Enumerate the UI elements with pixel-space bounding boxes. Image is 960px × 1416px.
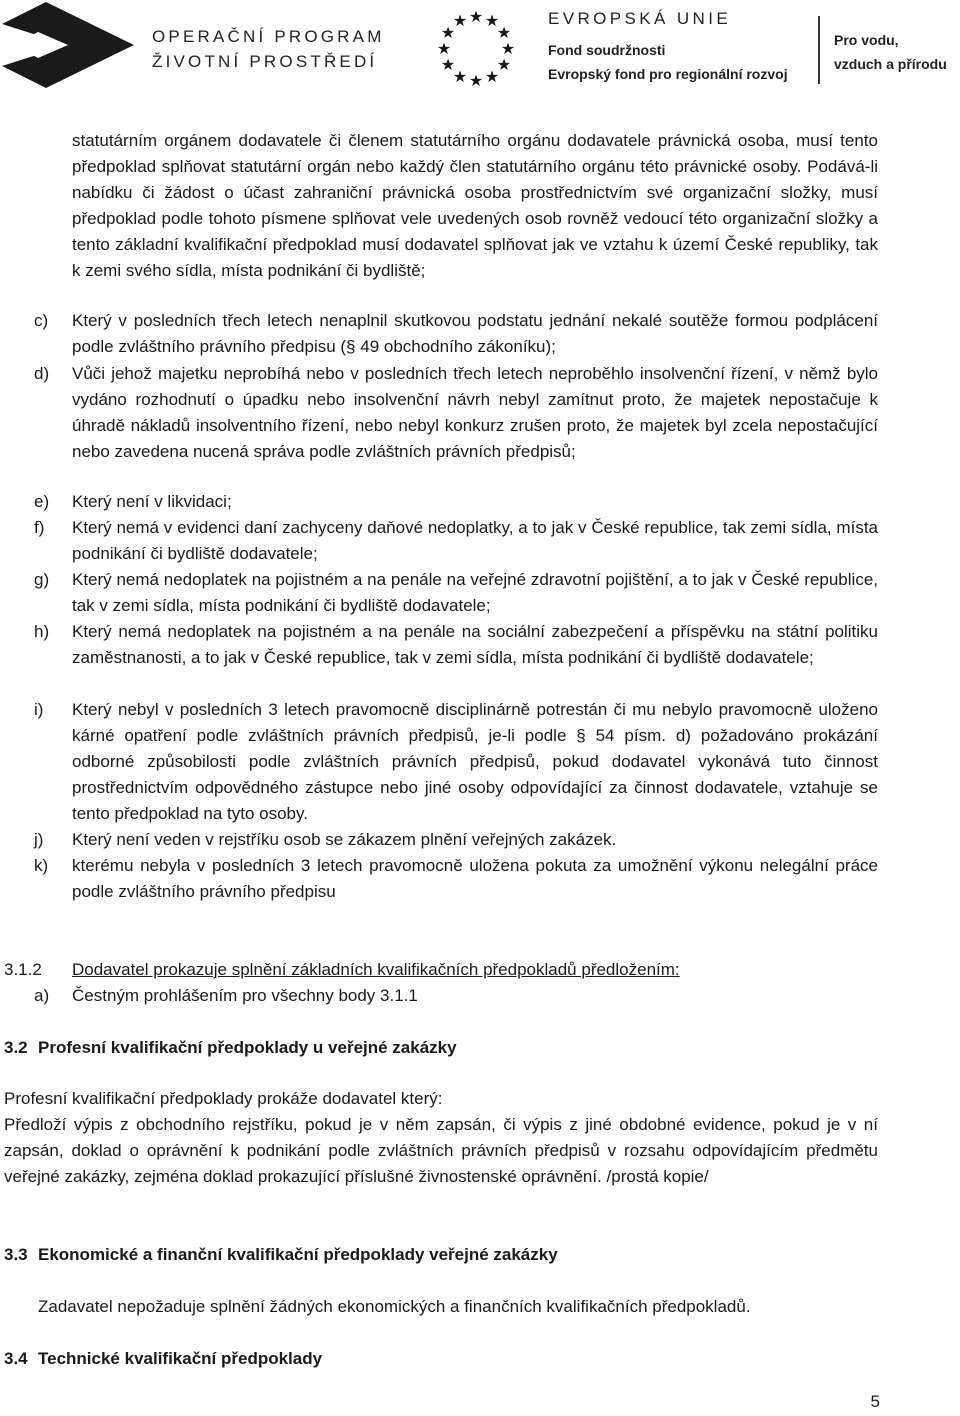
list-item-label: a)	[34, 986, 50, 1005]
section-3-2-paragraph: Předloží výpis z obchodního rejstříku, pokud je v něm zapsán, či výpis z jiné obdobné evidence, pokud je v ní zapsán, doklad o oprávnění k podnikání podle zvláštních právních předpisů v rozsahu odpovídajícím předmětu veřejné zakázky, zejména doklad prokazující příslušné živnostenské oprávnění. /prostá kopie/	[4, 1115, 878, 1186]
section-title: Profesní kvalifikační předpoklady u veřejné zakázky	[38, 1038, 457, 1057]
page-header	[0, 0, 960, 90]
opzp-logo-icon	[2, 2, 134, 88]
list-item-text: Který nemá v evidenci daní zachyceny daňové nedoplatky, a to jak v České republice, tak zemi sídla, místa podnikání či bydliště dodavatele;	[72, 518, 878, 563]
section-number: 3.3	[4, 1245, 28, 1264]
slogan-line1: Pro vodu,	[834, 32, 899, 48]
list-item	[34, 853, 878, 905]
list-item-label: g)	[34, 570, 50, 589]
section-title: Dodavatel prokazuje splnění základních kvalifikačních předpokladů předložením:	[72, 960, 680, 979]
svg-text:★: ★	[500, 39, 516, 58]
section-3-1-2-heading	[4, 957, 680, 983]
list-item-text: Vůči jehož majetku neprobíhá nebo v posledních třech letech neproběhlo insolvenční řízení, v němž bylo vydáno rozhodnutí o úpadku nebo insolvenční návrh nebyl zamítnut proto, že majetek nepostačuje k úhradě nákladů insolventního řízení, nebo nebyl konkurz zrušen proto, že majetek byl zcela nepostačující nebo zavedena nucená správa podle zvláštních právních předpisů;	[72, 364, 878, 461]
list-item-text: Čestným prohlášením pro všechny body 3.1.1	[72, 986, 418, 1005]
list-item	[34, 619, 878, 671]
svg-text:★: ★	[468, 8, 484, 26]
list-item-text: Který v posledních třech letech nenaplnil skutkovou podstatu jednání nekalé soutěže formou podplácení podle zvláštního právního předpisu (§ 49 obchodního zákoníku);	[72, 311, 878, 356]
section-title: Ekonomické a finanční kvalifikační předpoklady veřejné zakázky	[38, 1245, 558, 1264]
list-item-label: d)	[34, 364, 50, 383]
section-number: 3.1.2	[4, 960, 42, 979]
svg-text:★: ★	[440, 55, 456, 74]
list-item	[34, 697, 878, 827]
eu-title: EVROPSKÁ UNIE	[548, 9, 732, 28]
op-title-line1: OPERAČNÍ PROGRAM	[152, 27, 385, 46]
list-item-label: c)	[34, 311, 49, 330]
list-item	[34, 515, 878, 567]
list-item	[34, 489, 878, 515]
section-3-2-intro: Profesní kvalifikační předpoklady prokáže dodavatel který:	[4, 1089, 443, 1108]
eu-flag-icon	[424, 8, 528, 88]
page-number: 5	[870, 1392, 880, 1411]
list-item	[34, 567, 878, 619]
eu-fund-regional: Evropský fond pro regionální rozvoj	[548, 66, 788, 82]
list-item-text: Který nemá nedoplatek na pojistném a na penále na sociální zabezpečení a příspěvku na státní politiku zaměstnanosti, a to jak v České republice, tak v zemi sídla, místa podnikání či bydliště dodavatele;	[72, 622, 878, 667]
list-item-text: Který nemá nedoplatek na pojistném a na penále na veřejné zdravotní pojištění, a to jak v České republice, tak v zemi sídla, místa podnikání či bydliště dodavatele;	[72, 570, 878, 615]
list-item-text: kterému nebyla v posledních 3 letech pravomocně uložena pokuta za umožnění výkonu nelegální práce podle zvláštního právního předpisu	[72, 856, 878, 901]
list-item	[34, 361, 878, 465]
list-item-label: f)	[34, 518, 45, 537]
list-item	[34, 983, 878, 1009]
intro-paragraph: statutárním orgánem dodavatele či členem statutárního orgánu dodavatele právnická osoba, musí tento předpoklad splňovat statutární orgán nebo každý člen statutárního orgánu této právnické osoby. Podává-li nabídku či žádost o účast zahraniční právnická osoba prostřednictvím své organizační složky, musí předpoklad podle tohoto písmene splňovat vele uvedených osob rovněž vedoucí této organizační složky a tento základní kvalifikační předpoklad musí dodavatel splňovat jak ve vztahu k území České republiky, tak k zemi svého sídla, místa podnikání či bydliště;	[72, 131, 878, 280]
section-3-3-paragraph: Zadavatel nepožaduje splnění žádných ekonomických a finančních kvalifikačních předpokladů.	[38, 1297, 751, 1316]
svg-text:★: ★	[496, 55, 512, 74]
list-item-label: h)	[34, 622, 50, 641]
section-number: 3.2	[4, 1038, 28, 1057]
svg-text:★: ★	[440, 23, 456, 42]
section-3-2-heading	[4, 1035, 457, 1061]
eu-fund-cohesion: Fond soudržnosti	[548, 42, 666, 58]
svg-text:★: ★	[484, 67, 500, 86]
op-title	[152, 24, 385, 74]
list-item-text: Který nebyl v posledních 3 letech pravomocně disciplinárně potrestán či mu nebylo pravomocně uloženo kárné opatření podle zvláštních právních předpisů, je-li podle § 54 písm. d) požadováno prokázání odborné způsobilosti podle zvláštních právních předpisů, pokud dodavatel vykonává tuto činnost prostřednictvím odpovědného zástupce nebo jiné osoby odpovídající za činnost dodavatele, vztahuje se tento předpoklad na tyto osoby.	[72, 700, 878, 823]
section-number: 3.4	[4, 1349, 28, 1368]
list-item-label: k)	[34, 856, 49, 875]
section-3-3-heading	[4, 1242, 558, 1268]
list-item-text: Který není v likvidaci;	[72, 492, 232, 511]
section-3-4-heading	[4, 1346, 322, 1372]
slogan-line2: vzduch a přírodu	[834, 56, 947, 72]
list-item-label: j)	[34, 830, 44, 849]
svg-text:★: ★	[484, 11, 500, 30]
svg-text:★: ★	[496, 23, 512, 42]
svg-text:★: ★	[436, 39, 452, 58]
svg-text:★: ★	[452, 11, 468, 30]
svg-text:★: ★	[468, 71, 484, 88]
section-title: Technické kvalifikační předpoklady	[38, 1349, 323, 1368]
list-item-label: i)	[34, 700, 44, 719]
header-divider	[818, 16, 820, 84]
list-item	[34, 308, 878, 360]
op-title-line2: ŽIVOTNÍ PROSTŘEDÍ	[152, 52, 378, 71]
svg-text:★: ★	[452, 67, 468, 86]
list-item-text: Který není veden v rejstříku osob se zákazem plnění veřejných zakázek.	[72, 830, 617, 849]
list-item	[34, 827, 878, 853]
list-item-label: e)	[34, 492, 50, 511]
